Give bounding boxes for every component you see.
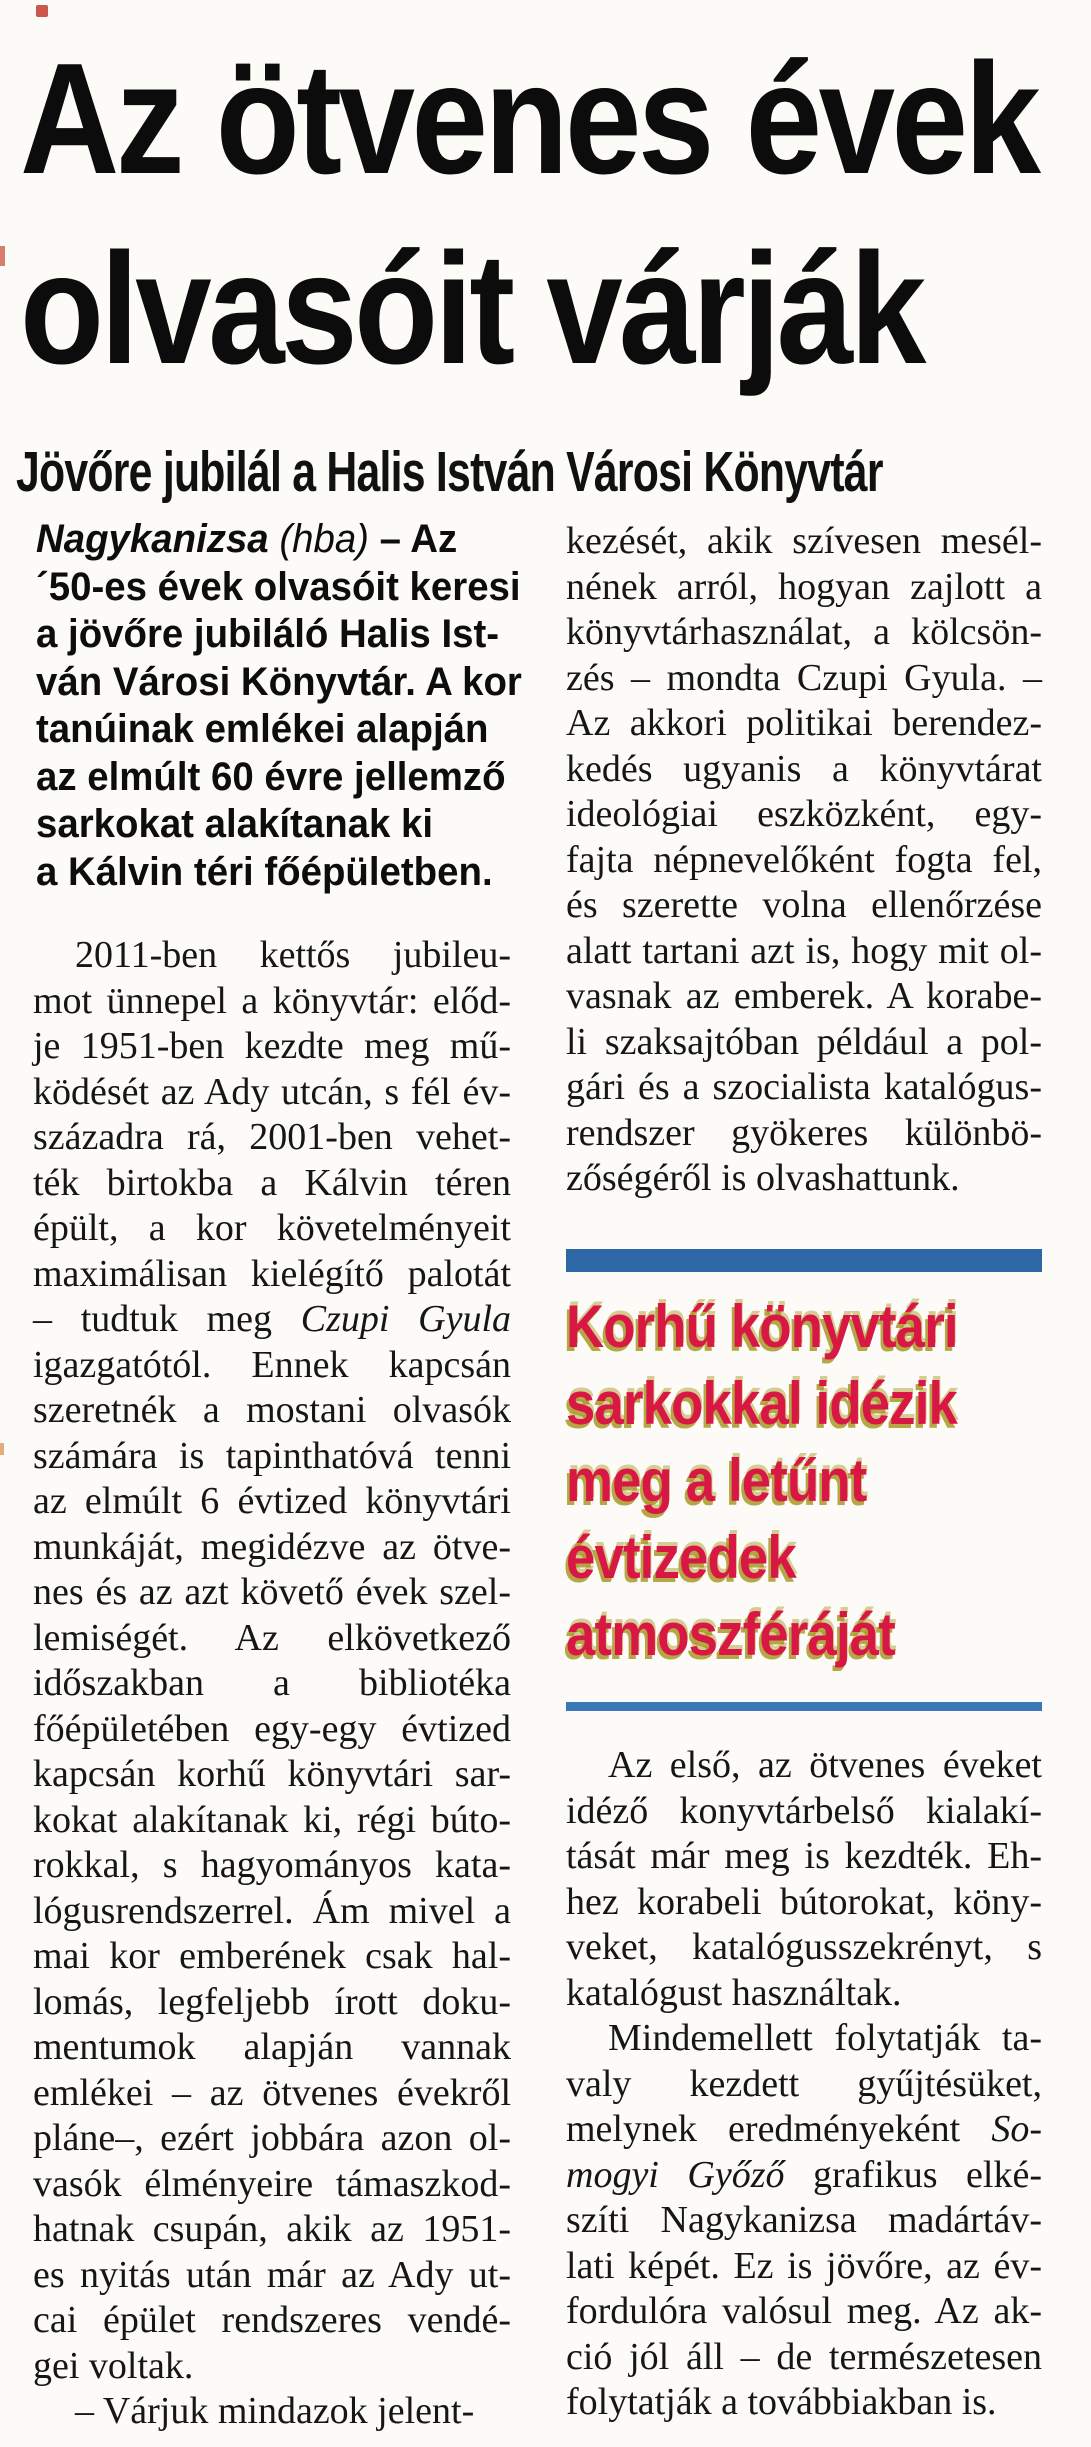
text-line: az elmúlt 6 évtized könyvtári [33, 1480, 511, 1522]
scan-artifact [0, 246, 5, 266]
text-line: nes és az azt követő évek szel- [33, 1571, 511, 1613]
text-line: rendszer gyökeres különbö- [566, 1111, 1042, 1154]
text-line: az elmúlt 60 évre jellemző [36, 754, 506, 799]
text-line: kezését, akik szívesen mesél- [566, 520, 1042, 562]
text-line: vasnak az emberek. A korabe- [566, 975, 1042, 1017]
text-line: ideológiai eszközként, egy- [566, 793, 1042, 835]
text-line: ´50-es évek olvasóit keresi [36, 564, 521, 609]
right-column-bottom [566, 1743, 1042, 2426]
text-line: hez korabeli bútorokat, köny- [566, 1880, 1042, 1923]
text-line: Nagykanizsa (hba) – Az [36, 517, 458, 561]
text-line: fajta népnevelőként fogta fel, [566, 838, 1042, 881]
text-line: kokat alakítanak ki, régi búto- [33, 1798, 511, 1841]
headline-line-1: Az ötvenes évek [20, 31, 1038, 207]
scan-artifact [36, 5, 48, 17]
text-line: es nyitás után már az Ady ut- [33, 2253, 511, 2296]
text-line: rokkal, s hagyományos kata- [33, 1844, 511, 1886]
text-line: számára is tapinthatóvá tenni [33, 1434, 511, 1477]
text-line: századra rá, 2001-ben vehet- [33, 1116, 511, 1158]
text-line: valy kezdett gyűjtésüket, [566, 2062, 1042, 2105]
text-line: könyvtárhasználat, a kölcsön- [566, 611, 1042, 653]
text-line: – Várjuk mindazok jelent- [75, 2390, 475, 2432]
text-line: emlékei – az ötvenes évekről [33, 2071, 511, 2114]
text-line: épült, a kor követelményeit [33, 1207, 511, 1249]
text-line: meg a letűnt [566, 1447, 867, 1514]
text-line: mogyi Győző grafikus elké- [566, 2153, 1042, 2196]
text-line: vasók élményeire támaszkod- [33, 2162, 511, 2205]
text-line: ték birtokba a Kálvin téren [33, 1161, 511, 1204]
text-line: gári és a szocialista katalógus- [566, 1066, 1042, 1108]
text-line: cai épület rendszeres vendé- [33, 2299, 511, 2341]
text-line: kedés ugyanis a könyvtárat [566, 747, 1042, 790]
text-line: lógusrendszerrel. Ám mivel a [33, 1889, 511, 1932]
left-column [33, 933, 511, 2435]
text-line: sarkokat alakítanak ki [36, 802, 434, 846]
text-line: és szerette volna ellenőrzése [566, 884, 1042, 926]
text-line: Mindemellett folytatják ta- [608, 2017, 1042, 2059]
text-line: li szaksajtóban például a pol- [566, 1020, 1042, 1063]
text-line: zés – mondta Czupi Gyula. – [566, 656, 1042, 699]
body-paragraph [566, 519, 1042, 1202]
text-line: a jövőre jubiláló Halis Ist- [36, 612, 500, 656]
text-line: szíti Nagykanizsa madártáv- [566, 2199, 1042, 2241]
text-line: sarkokkal idézik [566, 1370, 957, 1437]
text-line: nének arról, hogyan zajlott a [566, 565, 1042, 608]
text-line: lemiségét. Az elkövetkező [33, 1616, 511, 1659]
text-line: igazgatótól. Ennek kapcsán [33, 1343, 511, 1386]
text-line: maximálisan kielégítő palotát [33, 1252, 511, 1295]
text-line: tanúinak emlékei alapján [36, 707, 489, 751]
body-paragraph [566, 1743, 1042, 2016]
text-line: idéző konyvtárbelső kialakí- [566, 1789, 1042, 1832]
text-line: tását már meg is kezdték. Eh- [566, 1835, 1042, 1877]
text-line: folytatják a továbbiakban is. [566, 2381, 997, 2423]
text-line: ván Városi Könyvtár. A kor [36, 659, 522, 704]
divider-bar-bottom [566, 1702, 1042, 1711]
text-line: Az első, az ötvenes éveket [608, 1744, 1042, 1786]
text-line: Az akkori politikai berendez- [566, 702, 1042, 744]
body-paragraph [33, 933, 511, 2389]
headline-line-2: olvasóit várják [20, 221, 923, 397]
text-line: lomás, legfeljebb írott doku- [33, 1980, 511, 2023]
text-line: hatnak csupán, akik az 1951- [33, 2208, 511, 2250]
text-line: ködését az Ady utcán, s fél év- [33, 1070, 511, 1113]
text-line: je 1951-ben kezdte meg mű- [33, 1025, 511, 1067]
text-line: ció jól áll – de természetesen [566, 2335, 1042, 2378]
text-line: Korhű könyvtári [566, 1293, 958, 1360]
text-line: időszakban a bibliotéka [33, 1662, 511, 1704]
text-line: lati képét. Ez is jövőre, az év- [566, 2244, 1042, 2287]
text-line: fordulóra valósul meg. Az ak- [566, 2290, 1042, 2332]
text-line: atmoszféráját [566, 1601, 895, 1668]
text-line: szeretnék a mostani olvasók [33, 1389, 511, 1431]
text-line: melynek eredményeként So- [566, 2108, 1042, 2150]
text-line: munkáját, megidézve az ötve- [33, 1525, 511, 1568]
text-line: pláne–, ezért jobbára azon ol- [33, 2117, 511, 2159]
text-line: alatt tartani azt is, hogy mit ol- [566, 929, 1042, 972]
divider-bar-top [566, 1249, 1042, 1272]
text-line: főépületében egy-egy évtized [33, 1707, 511, 1750]
text-line: kapcsán korhű könyvtári sar- [33, 1753, 511, 1795]
pull-quote [566, 1288, 1046, 1673]
text-line: a Kálvin téri főépületben. [36, 849, 493, 894]
text-line: 2011-ben kettős jubileu- [75, 934, 511, 976]
scan-artifact [0, 1443, 4, 1455]
headline [20, 24, 1091, 404]
text-line: katalógust használtak. [566, 1971, 902, 2014]
body-paragraph [33, 2389, 511, 2435]
text-line: – tudtuk meg Czupi Gyula [33, 1298, 511, 1340]
lead-paragraph [36, 516, 522, 896]
text-line: mentumok alapján vannak [33, 2026, 511, 2068]
right-column-top [566, 519, 1042, 1202]
text-line: zőségéről is olvashattunk. [566, 1157, 960, 1199]
text-line: évtizedek [566, 1524, 796, 1591]
text-line: gei voltak. [33, 2344, 194, 2387]
text-line: veket, katalógusszekrényt, s [566, 1926, 1042, 1968]
text-line: mot ünnepel a könyvtár: előd- [33, 979, 511, 1022]
text-line: mai kor emberének csak hal- [33, 1935, 511, 1977]
subheadline: Jövőre jubilál a Halis István Városi Könyvtár [16, 440, 883, 504]
body-paragraph [566, 2016, 1042, 2426]
